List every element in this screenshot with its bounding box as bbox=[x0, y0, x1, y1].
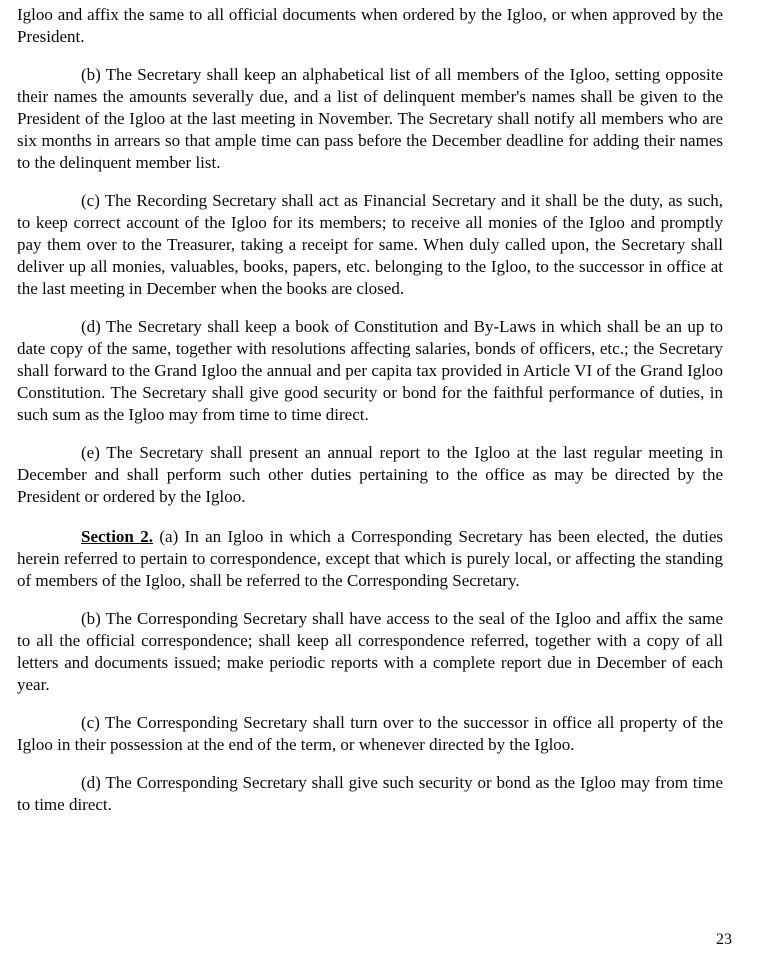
paragraph-text: (c) The Corresponding Secretary shall turn over to the successor in office all property of the Igloo in their possession at the end of the term, or whenever directed by the Igloo. bbox=[17, 713, 723, 754]
paragraph-text: (a) In an Igloo in which a Corresponding Secretary has been elected, the duties herein referred to pertain to correspondence, except that which is purely local, or affecting the standing of members of the Igloo, shall be referred to the Corresponding Secretary. bbox=[17, 527, 723, 590]
paragraph-text: (d) The Corresponding Secretary shall give such security or bond as the Igloo may from time to time direct. bbox=[17, 773, 723, 814]
section-paragraph bbox=[17, 526, 723, 592]
paragraph-text: Igloo and affix the same to all official documents when ordered by the Igloo, or when approved by the President. bbox=[17, 5, 723, 46]
body-paragraph bbox=[17, 4, 723, 48]
paragraph-text: (d) The Secretary shall keep a book of Constitution and By-Laws in which shall be an up to date copy of the same, together with resolutions affecting salaries, bonds of officers, etc.; the Secretary shall forward to the Grand Igloo the annual and per capita tax provided in Article VI of the Grand Igloo Constitution. The Secretary shall give good security or bond for the faithful performance of duties, in such sum as the Igloo may from time to time direct. bbox=[17, 317, 723, 424]
body-paragraph bbox=[17, 190, 723, 300]
body-paragraph bbox=[17, 712, 723, 756]
paragraph-text: (c) The Recording Secretary shall act as Financial Secretary and it shall be the duty, as such, to keep correct account of the Igloo for its members; to receive all monies of the Igloo and promptly pay them over to the Treasurer, taking a receipt for same. When duly called upon, the Secretary shall deliver up all monies, valuables, books, papers, etc. belonging to the Igloo, to the successor in office at the last meeting in December when the books are closed. bbox=[17, 191, 723, 298]
body-paragraph bbox=[17, 772, 723, 816]
document-body bbox=[17, 4, 723, 832]
paragraph-text: (b) The Secretary shall keep an alphabetical list of all members of the Igloo, setting opposite their names the amounts severally due, and a list of delinquent member's names shall be given to the President of the Igloo at the last meeting in November. The Secretary shall notify all members who are six months in arrears so that ample time can pass before the December deadline for adding their names to the delinquent member list. bbox=[17, 65, 723, 172]
body-paragraph bbox=[17, 608, 723, 696]
page-number: 23 bbox=[716, 931, 732, 948]
body-paragraph bbox=[17, 64, 723, 174]
paragraph-text: (e) The Secretary shall present an annual report to the Igloo at the last regular meeting in December and shall perform such other duties pertaining to the office as may be directed by the President or ordered by the Igloo. bbox=[17, 443, 723, 506]
paragraph-text: (b) The Corresponding Secretary shall have access to the seal of the Igloo and affix the same to all the official correspondence; shall keep all correspondence referred, together with a copy of all letters and documents issued; make periodic reports with a complete report due in December of each year. bbox=[17, 609, 723, 694]
section-heading: Section 2. bbox=[81, 527, 153, 546]
body-paragraph bbox=[17, 442, 723, 508]
body-paragraph bbox=[17, 316, 723, 426]
